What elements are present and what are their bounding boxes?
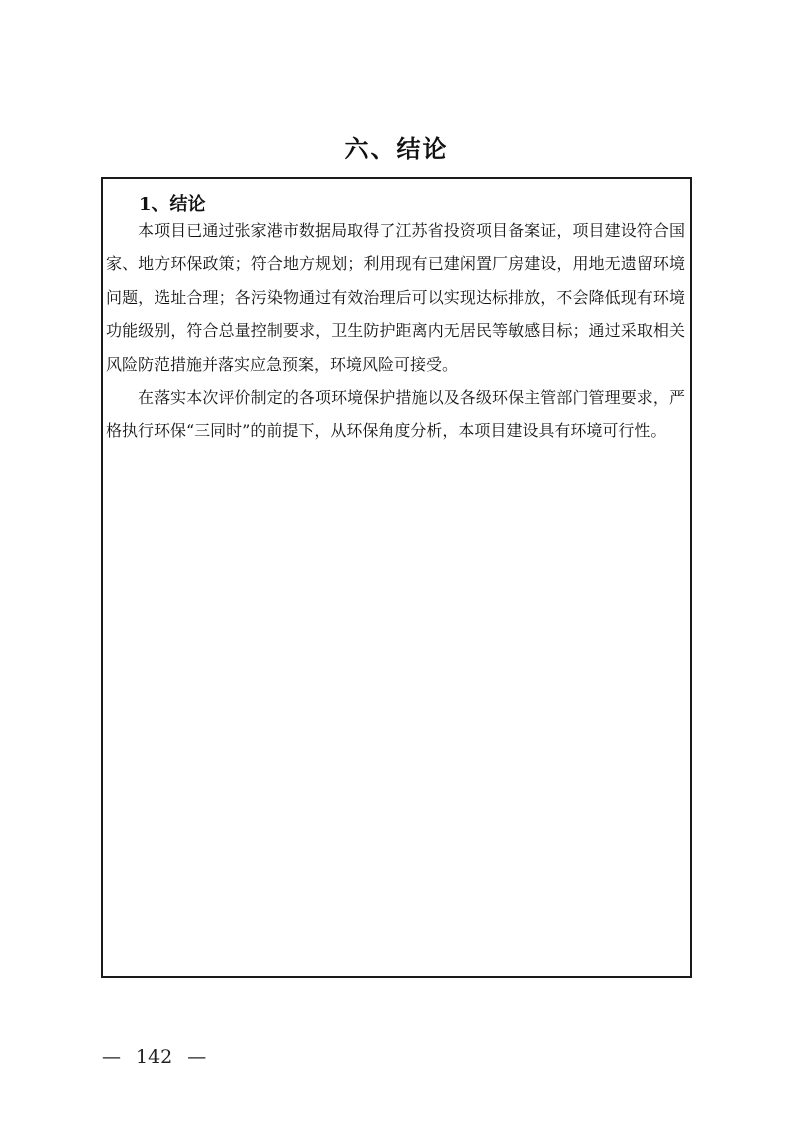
chapter-title: 六、结论 — [344, 134, 449, 163]
section-heading: 1、结论 — [139, 194, 206, 215]
page-number: 142 — [136, 1046, 173, 1068]
conclusion-paragraph-1: 本项目已通过张家港市数据局取得了江苏省投资项目备案证，项目建设符合国家、地方环保政策；符合地方规划；利用现有已建闲置厂房建设，用地无遗留环境问题，选址合理；各污染物通过有效治理后可以实现达标排放，不会降低现有环境功能级别，符合总量控制要求，卫生防护距离内无居民等敏感目标；通过采取相关风险防范措施并落实应急预案，环境风险可接受。 — [106, 221, 685, 374]
footer-dash-right: — — [187, 1046, 207, 1068]
page-footer — [102, 1046, 206, 1068]
footer-dash-left: — — [102, 1046, 121, 1068]
conclusion-box — [101, 177, 692, 978]
conclusion-paragraph-2: 在落实本次评价制定的各项环境保护措施以及各级环保主管部门管理要求，严格执行环保“三同时”的前提下，从环保角度分析，本项目建设具有环境可行性。 — [106, 388, 685, 441]
